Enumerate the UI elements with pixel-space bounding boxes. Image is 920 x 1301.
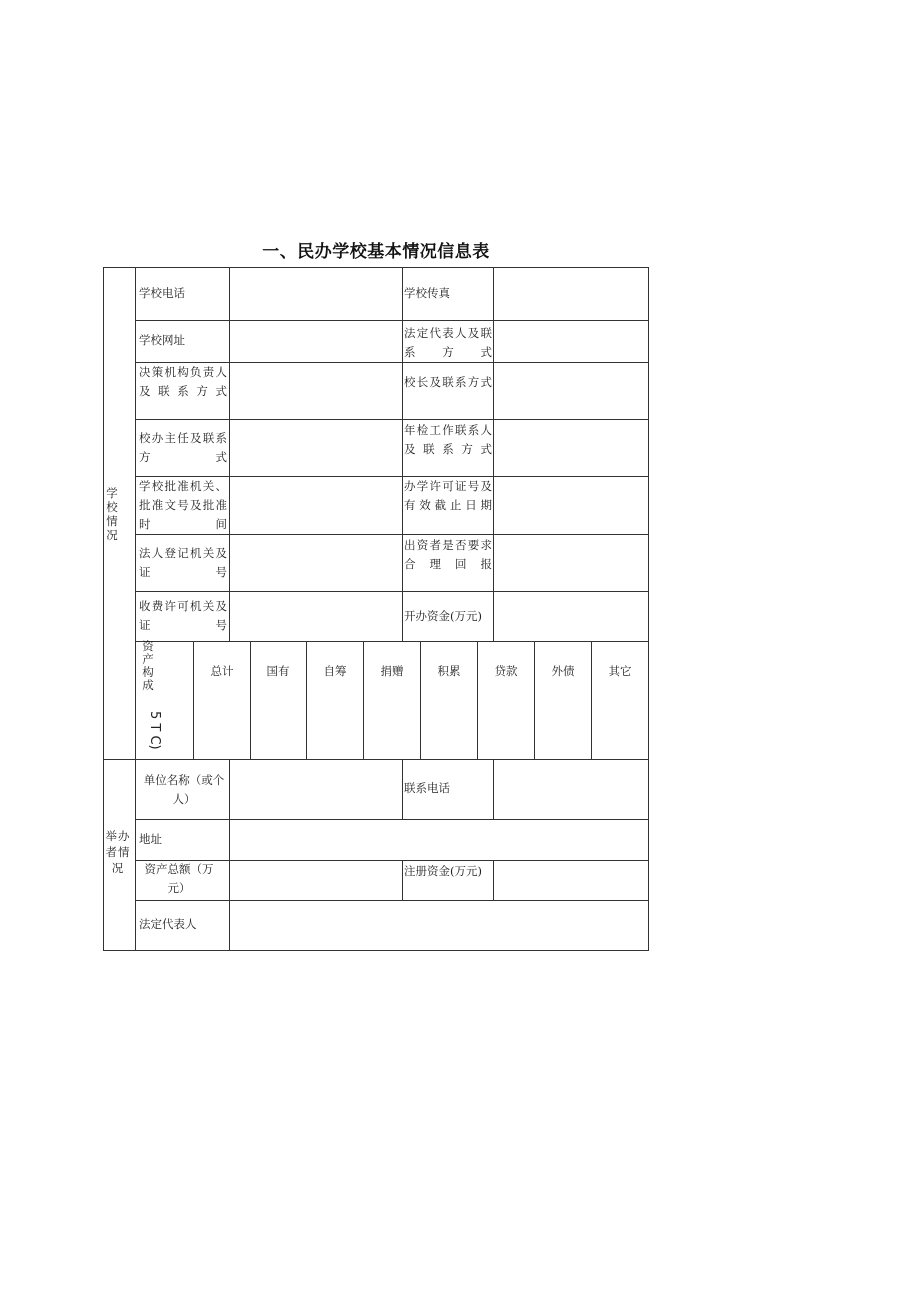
- label-total-assets: 资产总额（万元）: [144, 862, 214, 895]
- label-sponsor-phone: 联系电话: [404, 781, 450, 795]
- label-license-number: 办学许可证号及有效截止日期: [404, 479, 492, 512]
- school-fax-field[interactable]: [494, 268, 648, 320]
- annual-check-contact-field[interactable]: [494, 420, 648, 476]
- school-phone-field[interactable]: [230, 268, 402, 320]
- label-asset-composition: 资产构成: [142, 639, 154, 692]
- investor-return-field[interactable]: [494, 535, 648, 591]
- fee-permit-field[interactable]: [230, 592, 402, 641]
- label-legal-representative: 法定代表人: [139, 917, 197, 931]
- approval-authority-field[interactable]: [230, 477, 402, 534]
- registered-capital-field[interactable]: [494, 861, 648, 900]
- legal-representative-field[interactable]: [230, 901, 648, 950]
- label-fee-permit: 收费许可机关及证号: [139, 599, 227, 632]
- label-legal-rep-contact: 法定代表人及联系方式: [404, 326, 492, 359]
- asset-col-total: 总计: [210, 664, 234, 678]
- label-investor-return: 出资者是否要求合理回报: [404, 538, 492, 571]
- sponsor-phone-field[interactable]: [494, 760, 648, 819]
- label-school-phone: 学校电话: [139, 286, 185, 300]
- total-assets-field[interactable]: [230, 861, 402, 900]
- asset-col-loan: 贷款: [494, 664, 518, 678]
- label-school-website: 学校网址: [139, 333, 185, 347]
- label-address: 地址: [139, 832, 162, 846]
- asset-col-state: 国有: [266, 664, 290, 678]
- startup-capital-field[interactable]: [494, 592, 648, 641]
- label-decision-body-head: 决策机构负责人及联系方式: [139, 365, 227, 398]
- unit-name-field[interactable]: [230, 760, 402, 819]
- label-registered-capital: 注册资金(万元): [404, 864, 482, 878]
- asset-col-self-raised: 自筹: [323, 664, 347, 678]
- label-annual-check-contact: 年检工作联系人及联系方式: [404, 423, 492, 456]
- license-number-field[interactable]: [494, 477, 648, 534]
- office-director-field[interactable]: [230, 420, 402, 476]
- section-label-school: 学校情况: [106, 486, 118, 542]
- label-asset-unit: 5 T C): [147, 711, 162, 750]
- asset-col-other: 其它: [608, 664, 632, 678]
- address-field[interactable]: [230, 820, 648, 860]
- legal-rep-contact-field[interactable]: [494, 321, 648, 362]
- school-website-field[interactable]: [230, 321, 402, 362]
- principal-contact-field[interactable]: [494, 363, 648, 419]
- label-approval-authority: 学校批准机关、批准文号及批准时间: [139, 479, 227, 531]
- label-unit-name: 单位名称（或个人）: [143, 773, 225, 806]
- asset-col-donation: 捐赠: [380, 664, 404, 678]
- decision-body-head-field[interactable]: [230, 363, 402, 419]
- label-legal-person-registration: 法人登记机关及证号: [139, 546, 227, 579]
- label-office-director: 校办主任及联系方式: [139, 431, 227, 464]
- label-startup-capital: 开办资金(万元): [404, 609, 482, 623]
- label-school-fax: 学校传真: [404, 286, 450, 300]
- page-title: 一、民办学校基本情况信息表: [262, 242, 490, 262]
- asset-col-foreign-debt: 外债: [551, 664, 575, 678]
- asset-col-accumulation: 积累: [437, 664, 461, 678]
- section-label-sponsor: 举办者情况: [105, 829, 131, 875]
- label-principal-contact: 校长及联系方式: [404, 375, 492, 389]
- legal-person-registration-field[interactable]: [230, 535, 402, 591]
